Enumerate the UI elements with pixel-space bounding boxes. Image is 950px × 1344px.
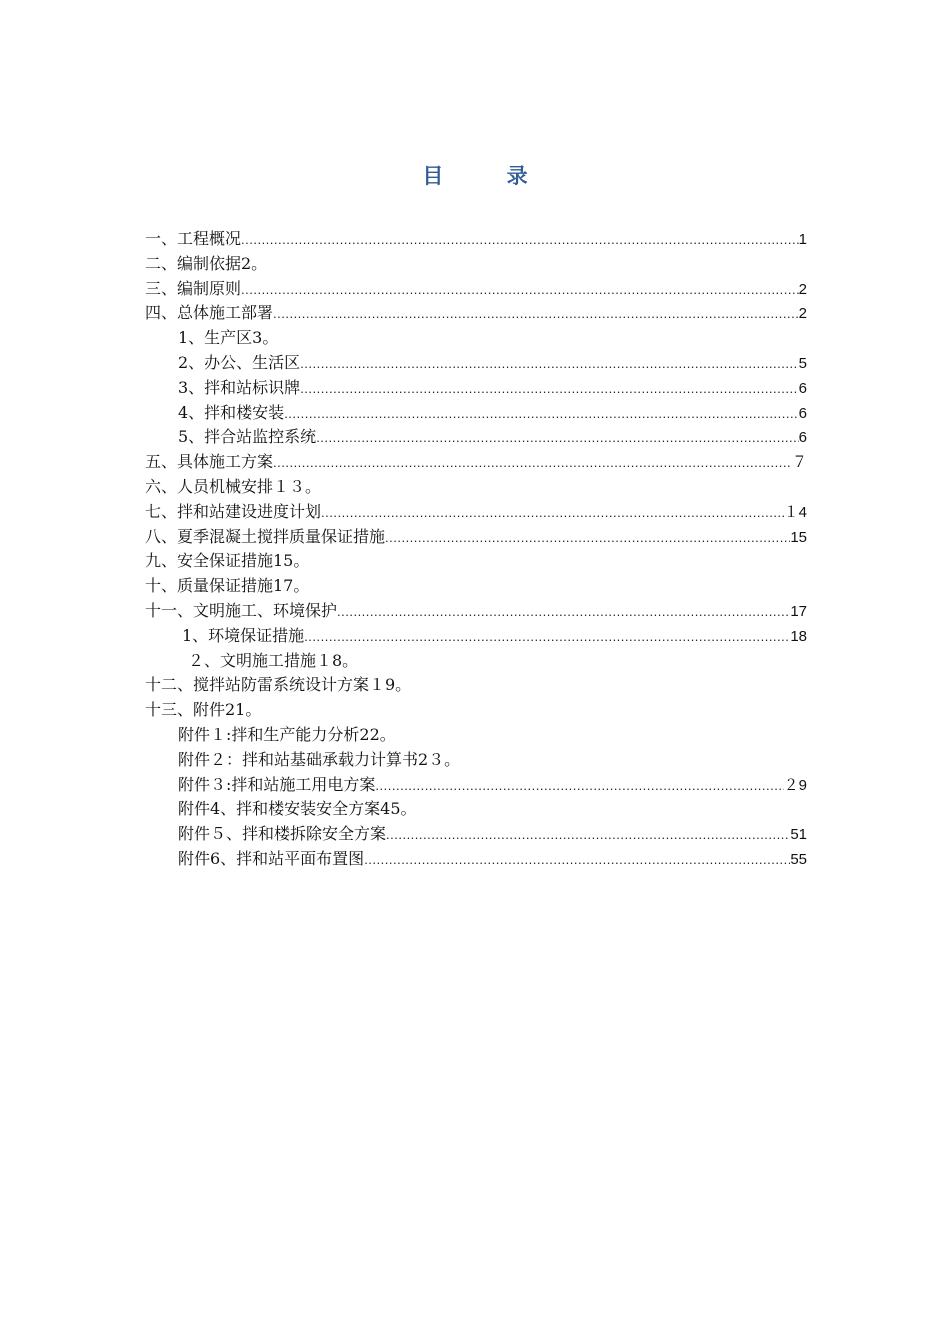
- toc-entry[interactable]: [145, 301, 807, 326]
- toc-entry-label: 三、编制原则: [145, 278, 242, 298]
- toc-entry-page-number: 51: [790, 826, 807, 844]
- toc-entry[interactable]: [145, 624, 807, 649]
- toc-entry[interactable]: [145, 425, 807, 450]
- toc-entry-label: 五、具体施工方案: [145, 452, 274, 472]
- toc-entry[interactable]: [145, 227, 807, 252]
- toc-leader-dots: [273, 302, 799, 327]
- toc-entry-label: 四、总体施工部署: [145, 303, 274, 323]
- toc-leader-dots: [300, 352, 798, 377]
- toc-entry-page-number: 5: [798, 354, 807, 372]
- toc-entry-page-number: １4: [783, 503, 807, 521]
- toc-entry-label: 5、拌合站监控系统: [178, 427, 317, 447]
- toc-entry[interactable]: [145, 450, 807, 475]
- toc-entry-page-number: 6: [798, 429, 807, 447]
- toc-entry-label: 十一、文明施工、环境保护: [145, 600, 338, 620]
- toc-leader-dots: [321, 501, 784, 526]
- toc-entry-label: 十二、搅拌站防雷系统设计方案１9。: [145, 675, 412, 695]
- toc-entry[interactable]: [145, 599, 807, 624]
- toc-entry-page-number: 18: [790, 627, 807, 645]
- toc-leader-dots: [300, 377, 798, 402]
- toc-entry[interactable]: [145, 748, 807, 773]
- toc-entry[interactable]: [145, 773, 807, 798]
- toc-entry-label: 附件１:拌和生产能力分析22。: [178, 724, 396, 744]
- toc-entry[interactable]: [145, 525, 807, 550]
- toc-entry[interactable]: [145, 673, 807, 698]
- toc-entry-label: 附件３:拌和站施工用电方案: [178, 774, 376, 794]
- toc-entry-page-number: 6: [798, 404, 807, 422]
- toc-entry-label: 1、生产区3。: [178, 328, 279, 348]
- toc-entry-label: 1、环境保证措施: [182, 625, 305, 645]
- toc-entry[interactable]: [145, 698, 807, 723]
- toc-leader-dots: [375, 774, 783, 799]
- toc-entry-label: 八、夏季混凝土搅拌质量保证措施: [145, 526, 386, 546]
- toc-entry[interactable]: [145, 723, 807, 748]
- toc-entry[interactable]: [145, 376, 807, 401]
- toc-entry-label: 附件4、拌和楼安装安全方案45。: [178, 799, 417, 819]
- toc-entry[interactable]: [145, 549, 807, 574]
- toc-entry-page-number: ２9: [783, 776, 807, 794]
- toc-entry-page-number: 55: [790, 850, 807, 868]
- toc-entry[interactable]: [145, 351, 807, 376]
- toc-leader-dots: [364, 848, 790, 873]
- toc-entry-label: ２、文明施工措施１8。: [188, 650, 359, 670]
- toc-entry[interactable]: [145, 822, 807, 847]
- toc-entry-label: 附件２：拌和站基础承载力计算书2３。: [178, 749, 461, 769]
- toc-entry[interactable]: [145, 649, 807, 674]
- toc-title: 目 录: [422, 163, 556, 188]
- toc-leader-dots: [241, 278, 799, 303]
- toc-entry[interactable]: [145, 252, 807, 277]
- toc-entry[interactable]: [145, 475, 807, 500]
- toc-entry[interactable]: [145, 847, 807, 872]
- toc-entry-label: 六、人员机械安排１３。: [145, 476, 322, 496]
- toc-entry-label: 2、办公、生活区: [178, 352, 301, 372]
- toc-entry-page-number: 2: [798, 280, 807, 298]
- toc-entry-label: 4、拌和楼安装: [178, 402, 285, 422]
- toc-entry-page-number: 15: [790, 528, 807, 546]
- toc-entry-label: 3、拌和站标识牌: [178, 377, 301, 397]
- table-of-contents: [145, 227, 807, 872]
- toc-entry[interactable]: [145, 326, 807, 351]
- toc-entry-label: 附件6、拌和站平面布置图: [178, 848, 365, 868]
- toc-entry-page-number: 17: [790, 602, 807, 620]
- toc-entry-label: 一、工程概况: [145, 229, 242, 248]
- toc-entry-page-number: 6: [798, 379, 807, 397]
- toc-entry[interactable]: [145, 574, 807, 599]
- toc-leader-dots: [386, 823, 790, 848]
- toc-entry-label: 二、编制依据2。: [145, 253, 268, 273]
- toc-leader-dots: [304, 625, 790, 650]
- toc-entry-label: 七、拌和站建设进度计划: [145, 501, 322, 521]
- toc-entry-label: 十、质量保证措施17。: [145, 576, 310, 596]
- toc-leader-dots: [385, 526, 790, 551]
- toc-entry-label: 九、安全保证措施15。: [145, 551, 310, 571]
- toc-entry-page-number: ７: [791, 454, 807, 472]
- toc-leader-dots: [316, 426, 798, 451]
- toc-leader-dots: [241, 228, 799, 253]
- toc-entry-label: 十三、附件21。: [145, 700, 262, 720]
- toc-entry[interactable]: [145, 500, 807, 525]
- toc-entry[interactable]: [145, 401, 807, 426]
- toc-entry-page-number: 1: [798, 231, 807, 248]
- toc-entry[interactable]: [145, 797, 807, 822]
- toc-leader-dots: [337, 600, 790, 625]
- toc-leader-dots: [284, 402, 798, 427]
- toc-leader-dots: [273, 451, 792, 476]
- toc-entry-label: 附件５、拌和楼拆除安全方案: [178, 824, 387, 844]
- toc-entry-page-number: 2: [798, 305, 807, 323]
- toc-entry[interactable]: [145, 277, 807, 302]
